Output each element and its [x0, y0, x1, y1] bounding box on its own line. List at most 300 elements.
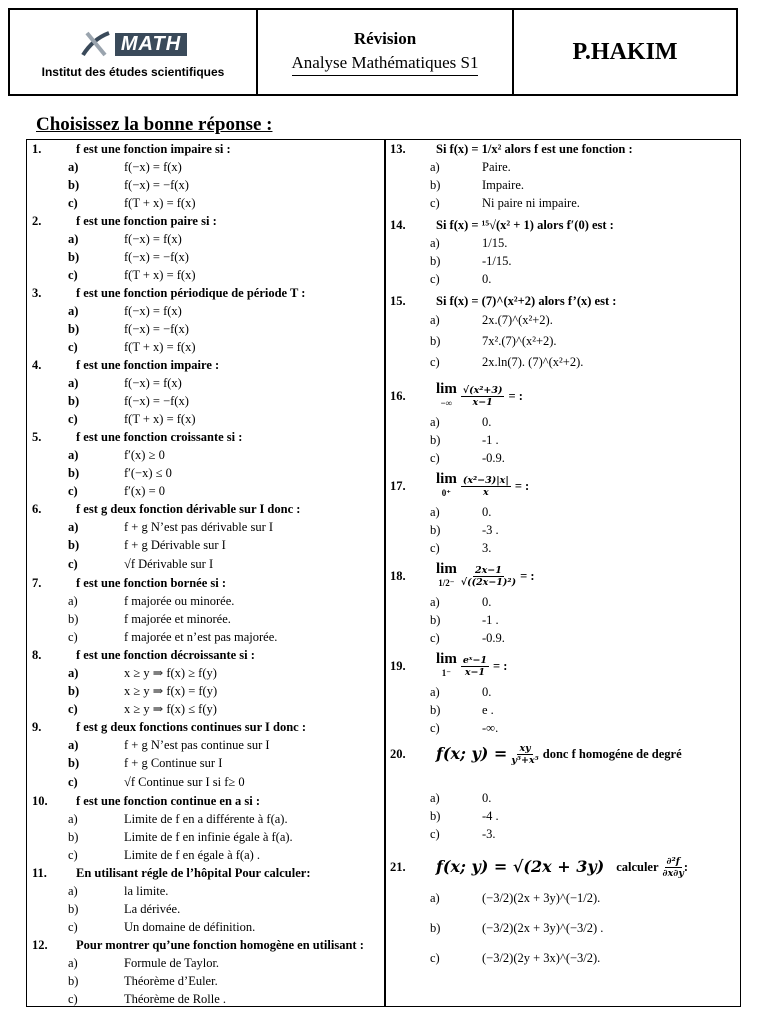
option-text: 0.: [482, 791, 492, 805]
fraction-numerator: xy: [519, 742, 531, 754]
answer-option[interactable]: [32, 176, 382, 194]
option-letter: b): [68, 250, 80, 264]
limit-subscript: 1/2⁻: [438, 578, 455, 588]
question-text: En utilisant régle de l’hôpital Pour calculer:: [76, 866, 311, 880]
question-number: 7.: [32, 576, 42, 590]
option-letter: a): [68, 376, 79, 390]
revision-title: Révision: [353, 28, 417, 48]
option-text: -3.: [482, 827, 496, 841]
answer-option[interactable]: [390, 943, 735, 973]
fraction: [461, 655, 489, 678]
option-letter: a): [68, 956, 78, 970]
right-column: [390, 140, 735, 973]
option-letter: c): [430, 451, 440, 465]
option-text: x ≥ y ⇒ f(x) ≥ f(y): [124, 666, 217, 680]
answer-option[interactable]: [390, 683, 735, 701]
answer-option[interactable]: [32, 592, 382, 610]
page-title: Choisissez la bonne réponse :: [36, 114, 273, 135]
question-11: [32, 864, 382, 882]
fraction-denominator: x: [482, 486, 489, 498]
answer-option[interactable]: [32, 482, 382, 500]
option-text: -0.9.: [482, 451, 505, 465]
question-4: [32, 356, 382, 374]
fraction-denominator: x−1: [472, 396, 493, 408]
question-15: [390, 292, 735, 310]
fraction: [461, 565, 516, 588]
option-letter: c): [430, 355, 440, 369]
limit-word: lim: [436, 381, 457, 397]
question-6: [32, 500, 382, 518]
option-letter: b): [68, 830, 79, 844]
question-text: calculer: [616, 860, 659, 874]
question-text: Si f(x) = ¹⁵√(x² + 1) alors f′(0) est :: [436, 218, 614, 232]
option-letter: b): [68, 902, 79, 916]
question-number: 17.: [390, 479, 406, 493]
limit-word: lim: [436, 471, 457, 487]
question-17: [390, 469, 735, 559]
answer-option[interactable]: [32, 772, 382, 792]
option-text: f(−x) = −f(x): [124, 394, 189, 408]
option-text: f′(x) = 0: [124, 484, 166, 498]
question-9: [32, 718, 382, 736]
answer-option[interactable]: [390, 176, 735, 194]
answer-option[interactable]: [390, 194, 735, 212]
institute-cell: [10, 10, 258, 94]
question-3: [32, 284, 382, 302]
option-text: 0.: [482, 685, 492, 699]
answer-option[interactable]: [32, 536, 382, 554]
option-letter: c): [68, 920, 78, 934]
answer-option[interactable]: [32, 266, 382, 284]
answer-option[interactable]: [32, 682, 382, 700]
question-number: 13.: [390, 142, 406, 156]
option-letter: c): [68, 340, 78, 354]
fraction: [511, 743, 538, 766]
option-text: -3 .: [482, 523, 499, 537]
option-letter: a): [68, 304, 79, 318]
fraction-denominator: x−1: [464, 666, 486, 678]
question-header: [390, 649, 735, 683]
equals-sign: = :: [514, 479, 530, 493]
options-14: [390, 234, 735, 288]
answer-option[interactable]: [32, 628, 382, 646]
answer-option[interactable]: [32, 248, 382, 266]
option-letter: c): [430, 827, 440, 841]
option-text: x ≥ y ⇒ f(x) = f(y): [124, 684, 218, 698]
limit-word: lim: [436, 651, 457, 667]
option-text: f(−x) = f(x): [124, 232, 182, 246]
option-letter: c): [68, 848, 78, 862]
question-header: [390, 559, 735, 593]
question-text: Pour montrer qu’une fonction homogène en utilisant :: [76, 938, 364, 952]
colon: :: [683, 860, 689, 874]
question-number: 10.: [32, 794, 48, 808]
question-number: 8.: [32, 648, 42, 662]
option-text: f(−x) = f(x): [124, 376, 182, 390]
option-letter: c): [68, 702, 78, 716]
option-letter: a): [430, 685, 440, 699]
answer-option[interactable]: [390, 352, 735, 373]
limit-subscript: −∞: [440, 398, 453, 408]
answer-option[interactable]: [32, 754, 382, 772]
equals-sign: = :: [520, 569, 535, 583]
answer-option[interactable]: [390, 503, 735, 521]
option-text: Limite de f en égale à f(a) .: [124, 848, 261, 862]
option-letter: b): [68, 974, 79, 988]
answer-option[interactable]: [32, 828, 382, 846]
option-text: -0.9.: [482, 631, 505, 645]
question-number: 15.: [390, 294, 406, 308]
option-text: f + g N’est pas continue sur I: [124, 738, 270, 752]
answer-option[interactable]: [390, 331, 735, 352]
fraction-numerator: (x²−3)|x|: [462, 474, 509, 486]
option-text: 2x.(7)^(x²+2).: [482, 313, 553, 327]
author-cell: [514, 10, 736, 94]
option-text: 7x².(7)^(x²+2).: [482, 334, 557, 348]
option-letter: c): [68, 992, 78, 1006]
option-text: (−3/2)(2x + 3y)^(−3/2) .: [482, 921, 604, 935]
question-14: [390, 216, 735, 234]
options-21: [390, 883, 735, 973]
question-1: [32, 140, 382, 158]
option-letter: c): [68, 412, 78, 426]
option-text: f + g Dérivable sur I: [124, 538, 226, 552]
equals-sign: = :: [508, 389, 523, 403]
question-12: [32, 936, 382, 954]
fraction: [461, 385, 505, 408]
fraction-numerator: √(x²+3): [462, 384, 503, 396]
answer-option[interactable]: [32, 464, 382, 482]
option-letter: a): [68, 448, 79, 462]
function-definition: f(x; y) = √(2x + 3y): [436, 857, 605, 876]
answer-option[interactable]: [32, 900, 382, 918]
revision-subtitle: Analyse Mathématiques S1: [292, 53, 479, 76]
answer-option[interactable]: [390, 431, 735, 449]
answer-option[interactable]: [390, 234, 735, 252]
option-letter: a): [68, 520, 79, 534]
fraction: [663, 856, 684, 879]
option-text: √f Continue sur I si f≥ 0: [124, 775, 245, 789]
option-text: Ni paire ni impaire.: [482, 196, 580, 210]
fraction-denominator: y⁵+x⁵: [511, 754, 539, 766]
option-text: Paire.: [482, 160, 511, 174]
answer-option[interactable]: [32, 374, 382, 392]
option-letter: c): [68, 268, 78, 282]
option-text: -∞.: [482, 721, 499, 735]
answer-option[interactable]: [32, 194, 382, 212]
option-letter: c): [68, 557, 78, 571]
column-divider: [384, 139, 386, 1007]
option-letter: c): [430, 272, 440, 286]
option-letter: a): [68, 160, 79, 174]
fraction-denominator: ∂x∂y: [662, 867, 684, 879]
option-text: -1/15.: [482, 254, 512, 268]
answer-option[interactable]: [390, 629, 735, 647]
revision-cell: [258, 10, 514, 94]
question-text: f est g deux fonctions continues sur I donc :: [76, 720, 306, 734]
option-letter: a): [430, 891, 440, 905]
answer-option[interactable]: [32, 954, 382, 972]
question-number: 11.: [32, 866, 47, 880]
options-20: [390, 789, 735, 843]
option-text: f(T + x) = f(x): [124, 412, 196, 426]
question-number: 1.: [32, 142, 42, 156]
question-19: [390, 649, 735, 739]
option-letter: a): [430, 313, 440, 327]
option-letter: b): [430, 254, 441, 268]
answer-option[interactable]: [390, 158, 735, 176]
option-letter: b): [68, 466, 80, 480]
question-text: f est g deux fonction dérivable sur I donc :: [76, 502, 301, 516]
question-text: f est une fonction impaire :: [76, 358, 220, 372]
option-text: 0.: [482, 505, 492, 519]
option-text: f′(x) ≥ 0: [124, 448, 165, 462]
option-text: 1/15.: [482, 236, 508, 250]
answer-option[interactable]: [32, 918, 382, 936]
option-text: 3.: [482, 541, 492, 555]
option-letter: b): [68, 612, 79, 626]
answer-option[interactable]: [32, 736, 382, 754]
option-text: f(T + x) = f(x): [124, 340, 196, 354]
question-text: f est une fonction décroissante si :: [76, 648, 255, 662]
question-number: 2.: [32, 214, 42, 228]
option-letter: c): [430, 196, 440, 210]
question-header: [390, 379, 735, 413]
option-text: 0.: [482, 272, 492, 286]
answer-option[interactable]: [390, 825, 735, 843]
answer-option[interactable]: [390, 539, 735, 557]
question-number: 3.: [32, 286, 42, 300]
option-letter: b): [68, 756, 80, 770]
answer-option[interactable]: [32, 846, 382, 864]
header-table: [8, 8, 738, 96]
option-letter: b): [68, 322, 80, 336]
question-text: f est une fonction croissante si :: [76, 430, 243, 444]
question-18: [390, 559, 735, 649]
answer-option[interactable]: [32, 700, 382, 718]
option-letter: c): [430, 951, 440, 965]
answer-option[interactable]: [32, 158, 382, 176]
answer-option[interactable]: [32, 302, 382, 320]
option-text: f + g N’est pas dérivable sur I: [124, 520, 274, 534]
options-15: [390, 310, 735, 373]
answer-option[interactable]: [390, 413, 735, 431]
limit-operator: [436, 472, 457, 500]
question-number: 9.: [32, 720, 42, 734]
option-text: -4 .: [482, 809, 499, 823]
function-definition: f(x; y) =: [436, 744, 508, 763]
answer-option[interactable]: [390, 252, 735, 270]
option-letter: b): [430, 334, 441, 348]
fraction-denominator: √((2x−1)²): [460, 576, 517, 588]
option-text: f majorée et n’est pas majorée.: [124, 630, 278, 644]
option-text: f(−x) = −f(x): [124, 250, 189, 264]
question-text: donc f homogéne de degré: [542, 747, 682, 761]
question-8: [32, 646, 382, 664]
equals-sign: = :: [493, 659, 508, 673]
logo-swoosh-icon: [79, 29, 113, 59]
limit-operator: [436, 382, 457, 410]
answer-option[interactable]: [390, 701, 735, 719]
option-text: -1 .: [482, 613, 499, 627]
option-letter: a): [68, 884, 78, 898]
option-text: Théorème d’Euler.: [124, 974, 218, 988]
question-16: [390, 379, 735, 469]
option-letter: a): [68, 232, 79, 246]
option-text: Un domaine de définition.: [124, 920, 256, 934]
answer-option[interactable]: [32, 610, 382, 628]
question-2: [32, 212, 382, 230]
answer-option[interactable]: [32, 810, 382, 828]
question-number: 20.: [390, 747, 406, 761]
option-letter: a): [430, 505, 440, 519]
option-letter: b): [430, 178, 441, 192]
question-10: [32, 792, 382, 810]
answer-option[interactable]: [390, 593, 735, 611]
answer-option[interactable]: [32, 882, 382, 900]
answer-option[interactable]: [32, 990, 382, 1008]
option-text: Limite de f en a différente à f(a).: [124, 812, 288, 826]
option-text: √f Dérivable sur I: [124, 557, 214, 571]
option-letter: c): [68, 775, 78, 789]
answer-option[interactable]: [32, 392, 382, 410]
option-letter: c): [430, 721, 440, 735]
option-letter: a): [430, 791, 440, 805]
question-text: f est une fonction impaire si :: [76, 142, 231, 156]
question-21: [390, 851, 735, 883]
question-text: Si f(x) = 1/x² alors f est une fonction :: [436, 142, 633, 156]
option-letter: b): [68, 394, 80, 408]
question-text: Si f(x) = (7)^(x²+2) alors f’(x) est :: [436, 294, 617, 308]
fraction-numerator: 2x−1: [475, 564, 502, 576]
answer-option[interactable]: [390, 449, 735, 467]
option-letter: b): [68, 178, 80, 192]
fraction-numerator: eˣ−1: [462, 654, 488, 666]
option-text: (−3/2)(2y + 3x)^(−3/2).: [482, 951, 601, 965]
option-letter: b): [430, 433, 441, 447]
question-number: 6.: [32, 502, 42, 516]
option-text: f′(−x) ≤ 0: [124, 466, 172, 480]
answer-option[interactable]: [390, 611, 735, 629]
left-column: [32, 140, 382, 1008]
answer-option[interactable]: [32, 554, 382, 574]
answer-option[interactable]: [390, 521, 735, 539]
option-letter: b): [430, 613, 441, 627]
answer-option[interactable]: [32, 664, 382, 682]
option-text: f(T + x) = f(x): [124, 196, 196, 210]
question-text: f est une fonction continue en a si :: [76, 794, 261, 808]
option-letter: a): [68, 666, 79, 680]
answer-option[interactable]: [390, 807, 735, 825]
option-text: f(−x) = f(x): [124, 304, 182, 318]
answer-option[interactable]: [390, 789, 735, 807]
option-letter: b): [430, 523, 441, 537]
option-text: e .: [482, 703, 494, 717]
option-letter: c): [430, 631, 440, 645]
option-letter: b): [68, 538, 80, 552]
institute-name: Institut des études scientifiques: [41, 65, 225, 79]
answer-option[interactable]: [390, 270, 735, 288]
answer-option[interactable]: [32, 320, 382, 338]
question-text: f est une fonction bornée si :: [76, 576, 226, 590]
answer-option[interactable]: [390, 310, 735, 331]
question-7: [32, 574, 382, 592]
question-number: 18.: [390, 569, 406, 583]
question-number: 19.: [390, 659, 406, 673]
option-text: (−3/2)(2x + 3y)^(−1/2).: [482, 891, 601, 905]
option-text: 0.: [482, 595, 492, 609]
fraction-numerator: ∂²f: [666, 855, 680, 867]
question-number: 21.: [390, 860, 406, 874]
question-text: f est une fonction paire si :: [76, 214, 217, 228]
option-text: Formule de Taylor.: [124, 956, 220, 970]
option-letter: c): [68, 484, 78, 498]
limit-operator: [436, 562, 457, 590]
answer-option[interactable]: [390, 719, 735, 737]
answer-option[interactable]: [32, 446, 382, 464]
option-text: la limite.: [124, 884, 169, 898]
option-text: -1 .: [482, 433, 499, 447]
option-text: 2x.ln(7). (7)^(x²+2).: [482, 355, 584, 369]
answer-option[interactable]: [32, 518, 382, 536]
option-text: f(−x) = −f(x): [124, 322, 189, 336]
option-letter: a): [68, 738, 79, 752]
option-letter: c): [68, 196, 78, 210]
option-text: 0.: [482, 415, 492, 429]
option-text: x ≥ y ⇒ f(x) ≤ f(y): [124, 702, 217, 716]
answer-option[interactable]: [32, 410, 382, 428]
option-letter: a): [68, 594, 78, 608]
option-letter: a): [430, 236, 440, 250]
question-text: f est une fonction périodique de période T :: [76, 286, 306, 300]
question-number: 5.: [32, 430, 42, 444]
logo-text: MATH: [115, 33, 187, 56]
fraction: [461, 475, 511, 498]
options-13: [390, 158, 735, 212]
option-text: f(−x) = −f(x): [124, 178, 189, 192]
option-letter: b): [68, 684, 80, 698]
author-name: P.HAKIM: [572, 38, 678, 65]
question-number: 12.: [32, 938, 48, 952]
answer-option[interactable]: [32, 230, 382, 248]
option-letter: c): [430, 541, 440, 555]
option-text: f + g Continue sur I: [124, 756, 223, 770]
option-letter: a): [430, 160, 440, 174]
option-text: f majorée et minorée.: [124, 612, 231, 626]
option-text: f majorée ou minorée.: [124, 594, 235, 608]
limit-subscript: 0⁺: [441, 488, 452, 498]
answer-option[interactable]: [32, 338, 382, 356]
option-letter: b): [430, 921, 441, 935]
option-letter: a): [430, 595, 440, 609]
question-number: 4.: [32, 358, 42, 372]
question-5: [32, 428, 382, 446]
limit-subscript: 1⁻: [441, 668, 452, 678]
answer-option[interactable]: [390, 913, 735, 943]
question-header: [390, 469, 735, 503]
option-text: Impaire.: [482, 178, 524, 192]
question-20: [390, 739, 735, 769]
limit-word: lim: [436, 561, 457, 577]
answer-option[interactable]: [390, 883, 735, 913]
option-letter: a): [68, 812, 78, 826]
option-text: f(T + x) = f(x): [124, 268, 196, 282]
option-text: Théorème de Rolle .: [124, 992, 227, 1006]
answer-option[interactable]: [32, 972, 382, 990]
option-text: f(−x) = f(x): [124, 160, 182, 174]
option-letter: b): [430, 809, 441, 823]
limit-operator: [436, 652, 457, 680]
